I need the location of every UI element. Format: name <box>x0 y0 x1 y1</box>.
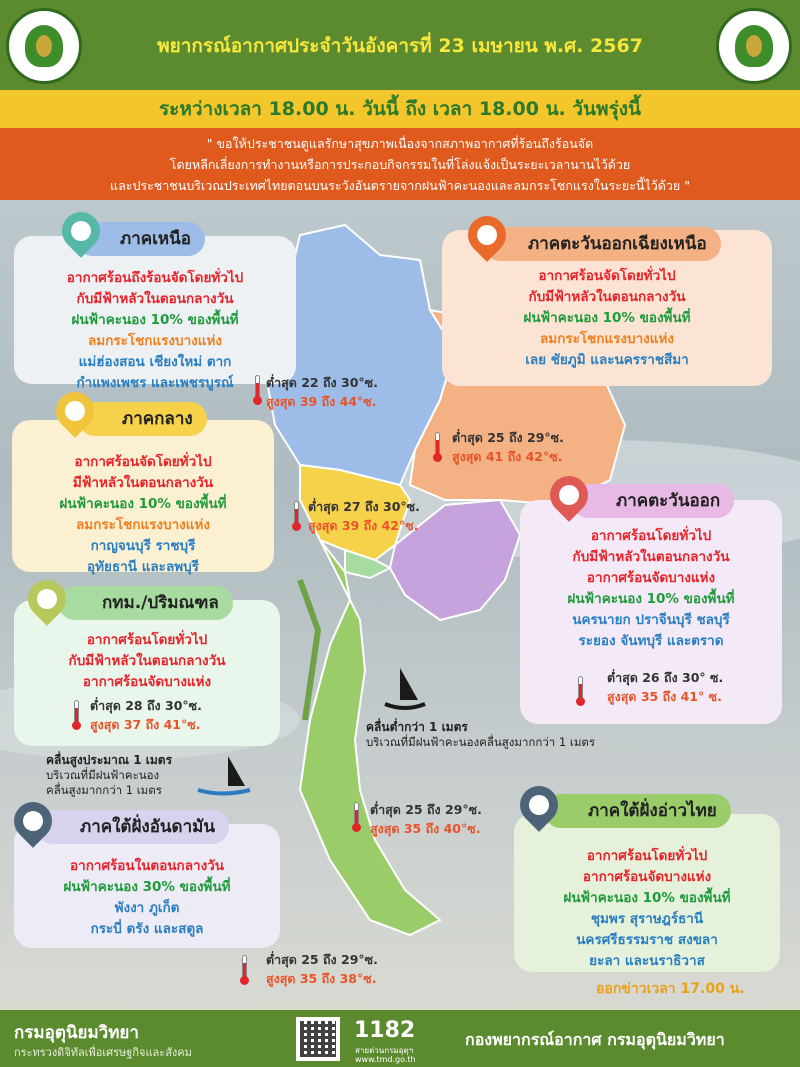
issued-time: ออกข่าวเวลา 17.00 น. <box>596 981 745 997</box>
forecast-period: ระหว่างเวลา 18.00 น. วันนี้ ถึง เวลา 18.00 น. วันพรุ่งนี้ <box>0 90 800 128</box>
gulf-wave-info: คลื่นต่ำกว่า 1 เมตร บริเวณที่มีฝนฟ้าคะนองคลื่นสูงมากกว่า 1 เมตร <box>366 720 596 749</box>
footer-ministry: กระทรวงดิจิทัลเพื่อเศรษฐกิจและสังคม <box>14 1046 192 1059</box>
east-forecast-box: อากาศร้อนโดยทั่วไป กับมีฟ้าหลัวในตอนกลางวัน อากาศร้อนจัดบางแห่ง ฝนฟ้าคะนอง 10% ของพื้นที่ นครนายก ปราจีนบุรี ชลบุรี ระยอง จันทบุรี และตราด <box>520 500 782 724</box>
footer-department: กรมอุตุนิยมวิทยา <box>14 1023 139 1043</box>
thermometer-icon <box>72 700 81 730</box>
east-temperature: ต่ำสุด 26 ถึง 30° ซ. สูงสุด 35 ถึง 41° ซ. <box>607 670 724 704</box>
boat-icon-gulf <box>385 668 425 708</box>
tmd-logo <box>716 8 792 84</box>
central-region-label: ภาคกลาง <box>78 402 207 436</box>
hotline-number: 1182 <box>354 1018 416 1043</box>
hotline-caption: สายด่วนกรมอุตุฯ www.tmd.go.th <box>355 1046 416 1064</box>
northeast-temperature: ต่ำสุด 25 ถึง 29°ซ. สูงสุด 41 ถึง 42°ซ. <box>452 430 564 464</box>
footer-division: กองพยากรณ์อากาศ กรมอุตุนิยมวิทยา <box>465 1030 725 1049</box>
andaman-wave-info: คลื่นสูงประมาณ 1 เมตร บริเวณที่มีฝนฟ้าคะนอง คลื่นสูงมากกว่า 1 เมตร <box>46 753 173 797</box>
north-forecast-box: อากาศร้อนถึงร้อนจัดโดยทั่วไป กับมีฟ้าหลัวในตอนกลางวัน ฝนฟ้าคะนอง 10% ของพื้นที่ ลมกระโชกแรงบางแห่ง แม่ฮ่องสอน เชียงใหม่ ตาก กำแพงเพชร และเพชรบูรณ์ <box>14 236 296 384</box>
thermometer-icon <box>292 501 301 531</box>
thermometer-icon <box>240 955 249 985</box>
andaman-forecast-box: อากาศร้อนในตอนกลางวัน ฝนฟ้าคะนอง 30% ของพื้นที่ พังงา ภูเก็ต กระบี่ ตรัง และสตูล <box>14 824 280 948</box>
north-temperature: ต่ำสุด 22 ถึง 30°ซ. สูงสุด 39 ถึง 44°ซ. <box>266 375 378 409</box>
gulf-south-region-label: ภาคใต้ฝั่งอ่าวไทย <box>544 794 731 828</box>
central-forecast-box: อากาศร้อนจัดโดยทั่วไป มีฟ้าหลัวในตอนกลางวัน ฝนฟ้าคะนอง 10% ของพื้นที่ ลมกระโชกแรงบางแห่ง กาญจนบุรี ราชบุรี อุทัยธานี และลพบุรี <box>12 420 274 572</box>
andaman-temperature: ต่ำสุด 25 ถึง 29°ซ. สูงสุด 35 ถึง 38°ซ. <box>266 952 378 986</box>
central-temperature: ต่ำสุด 27 ถึง 30°ซ. สูงสุด 39 ถึง 42°ซ. <box>308 499 420 533</box>
advisory-text: " ขอให้ประชาชนดูแลรักษาสุขภาพเนื่องจากสภาพอากาศที่ร้อนถึงร้อนจัด โดยหลีกเลี่ยงการทำงานหรือการประกอบกิจกรรมในที่โล่งแจ้งเป็นระยะเวลานานไว้ด้วย และประชาชนบริเวณประเทศไทยตอนบนระวังอันตรายจากฝนฟ้าคะนองและลมกระโชกแรงในระยะนี้ไว้ด้วย " <box>0 128 800 200</box>
thermometer-icon <box>253 375 262 405</box>
gulf-south-forecast-box: อากาศร้อนโดยทั่วไป อากาศร้อนจัดบางแห่ง ฝนฟ้าคะนอง 10% ของพื้นที่ ชุมพร สุราษฎร์ธานี นครศรีธรรมราช สงขลา ยะลา และนราธิวาส <box>514 814 780 972</box>
ministry-logo <box>6 8 82 84</box>
gulf-south-temperature: ต่ำสุด 25 ถึง 29°ซ. สูงสุด 35 ถึง 40°ซ. <box>370 802 482 836</box>
northeast-region-label: ภาคตะวันออกเฉียงเหนือ <box>484 227 721 261</box>
bangkok-forecast-box: อากาศร้อนโดยทั่วไป กับมีฟ้าหลัวในตอนกลางวัน อากาศร้อนจัดบางแห่ง <box>14 600 280 746</box>
thermometer-icon <box>433 432 442 462</box>
thermometer-icon <box>576 676 585 706</box>
boat-icon-andaman <box>198 756 250 794</box>
qr-code-icon <box>296 1017 340 1061</box>
bangkok-region-label: กทม./ปริมณฑล <box>58 586 233 620</box>
east-region-label: ภาคตะวันออก <box>572 484 734 518</box>
bangkok-temperature: ต่ำสุด 28 ถึง 30°ซ. สูงสุด 37 ถึง 41°ซ. <box>90 698 202 732</box>
north-region-label: ภาคเหนือ <box>76 222 205 256</box>
page-title: พยากรณ์อากาศประจำวันอังคารที่ 23 เมษายน พ.ศ. 2567 <box>157 35 643 57</box>
header-bar <box>0 0 800 90</box>
northeast-forecast-box: อากาศร้อนจัดโดยทั่วไป กับมีฟ้าหลัวในตอนกลางวัน ฝนฟ้าคะนอง 10% ของพื้นที่ ลมกระโชกแรงบางแห่ง เลย ชัยภูมิ และนครราชสีมา <box>442 230 772 386</box>
thermometer-icon <box>352 802 361 832</box>
andaman-region-label: ภาคใต้ฝั่งอันดามัน <box>36 810 229 844</box>
footer-bar <box>0 1010 800 1067</box>
